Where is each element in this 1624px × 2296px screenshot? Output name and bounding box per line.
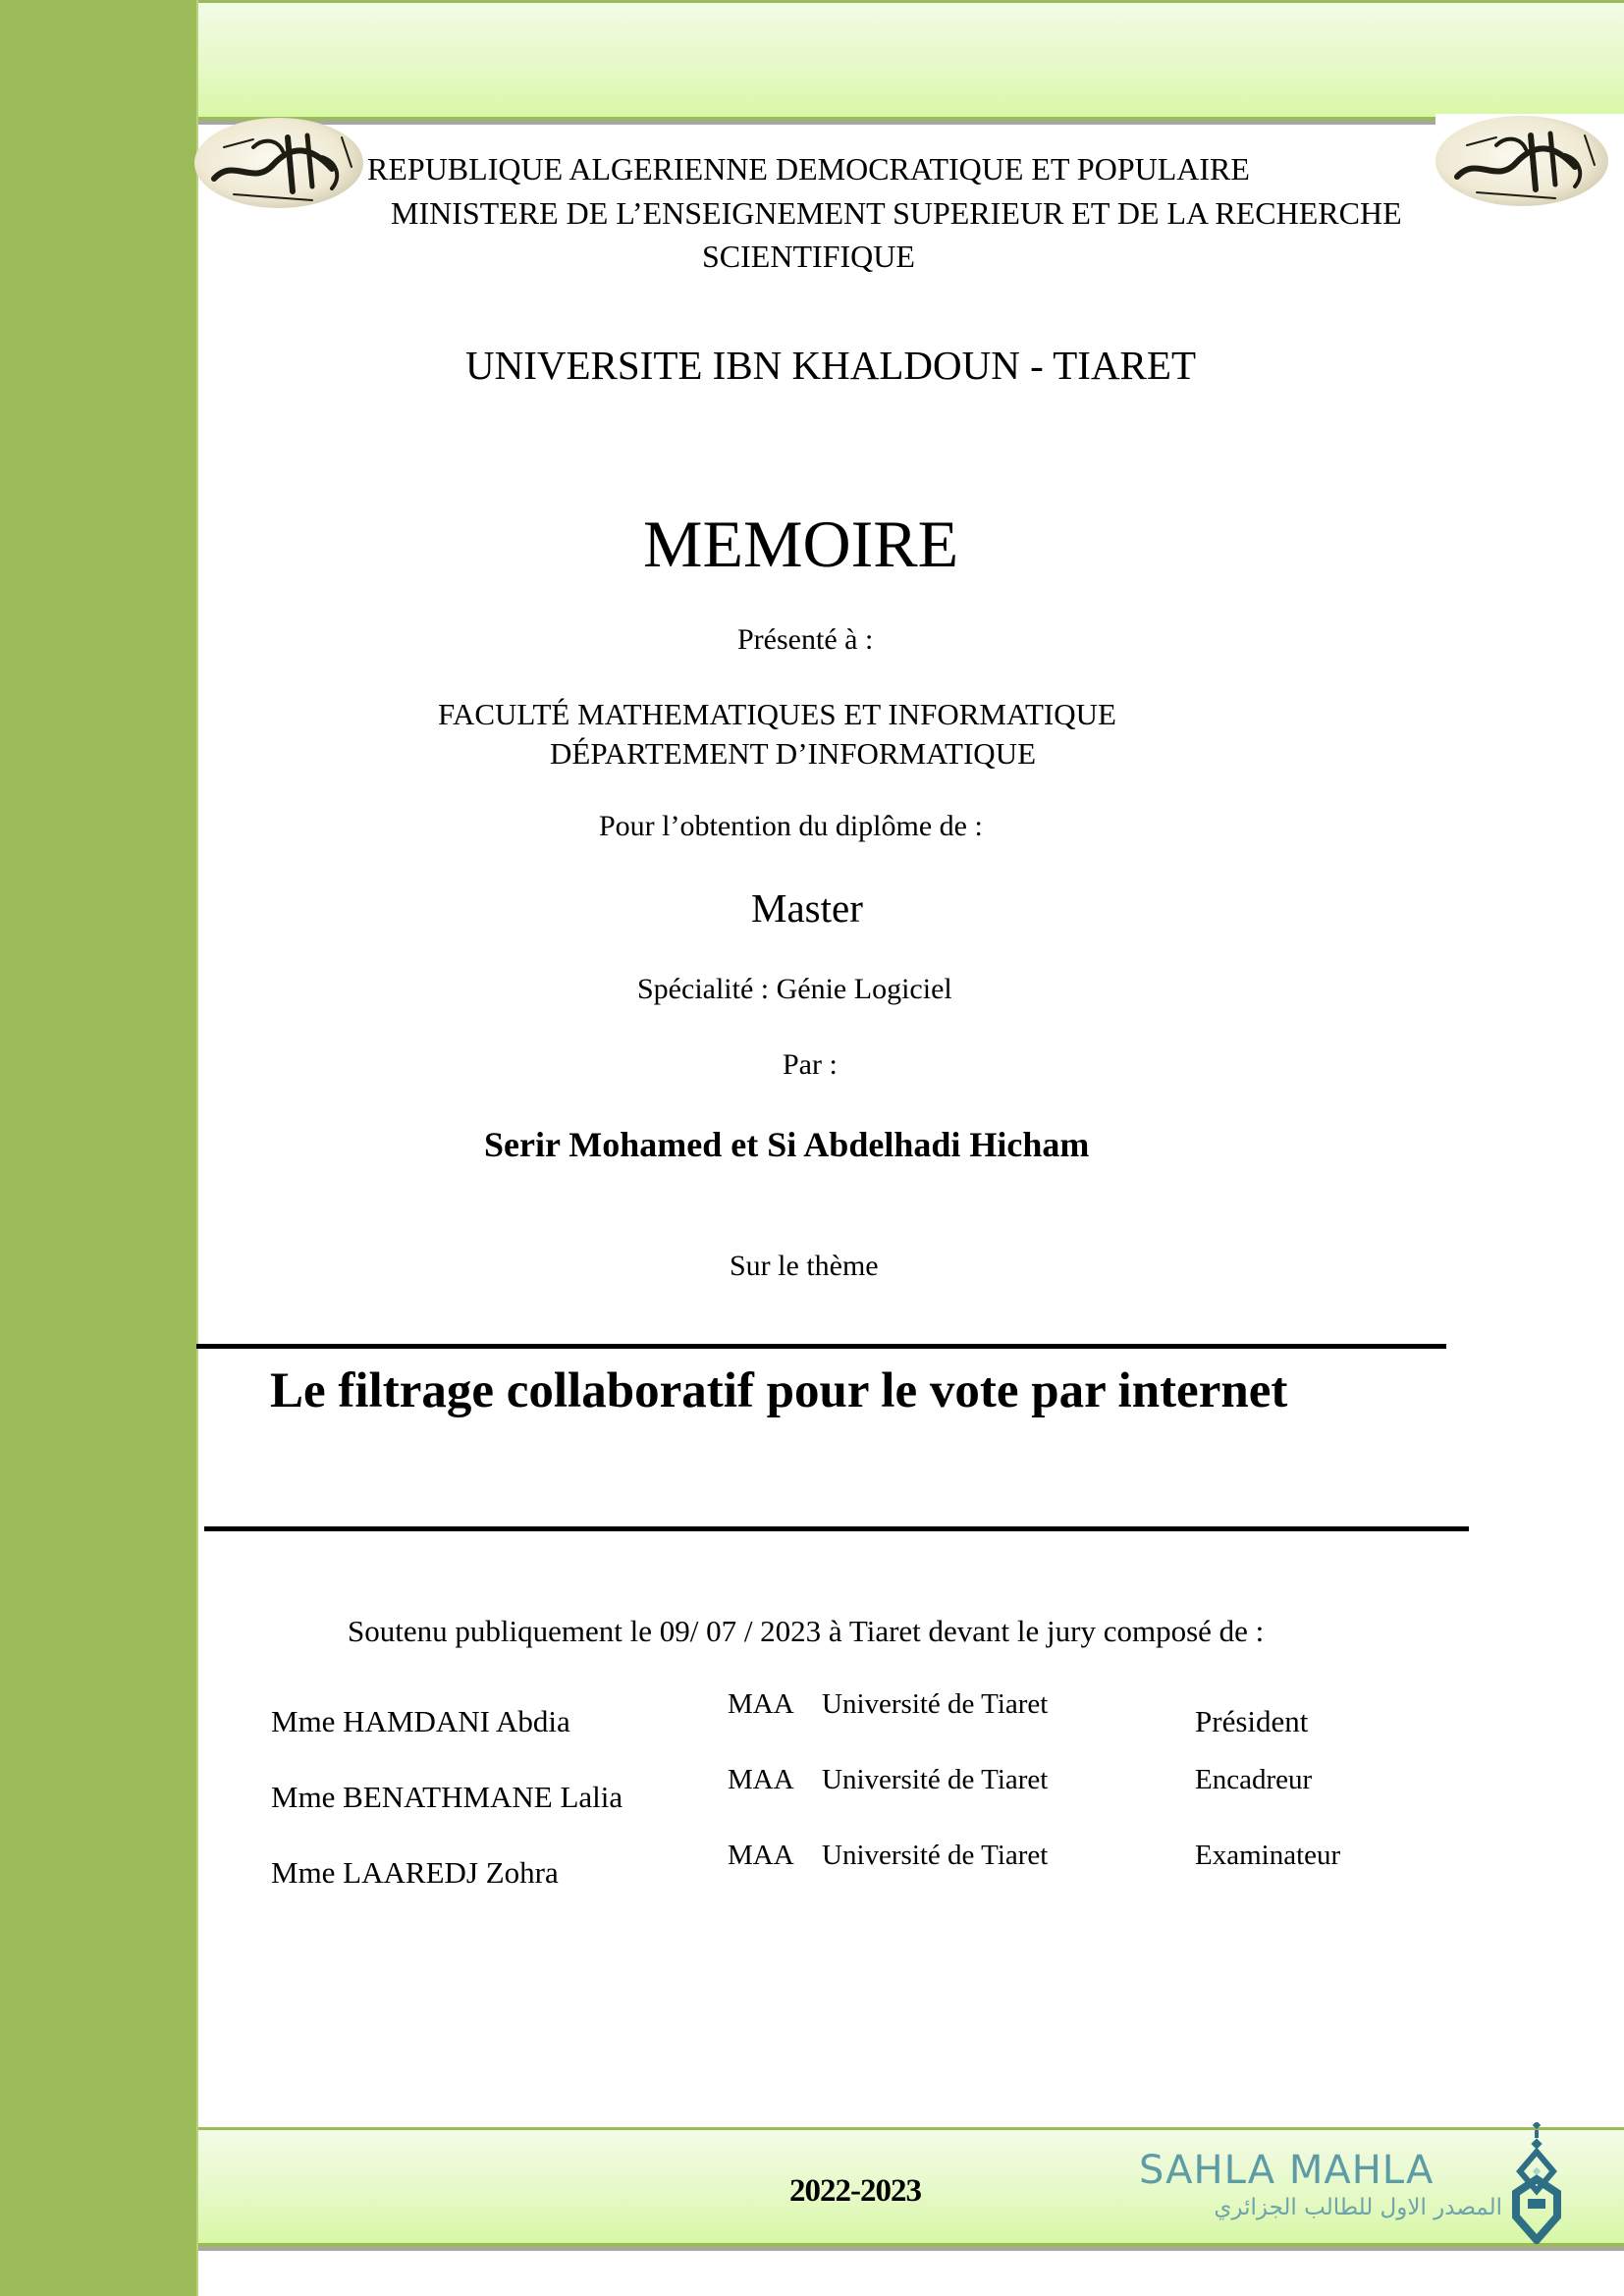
ministry-heading: MINISTERE DE L’ENSEIGNEMENT SUPERIEUR ET DE LA RECHERCHE	[391, 195, 1402, 231]
seal-calligraphy	[1435, 116, 1608, 206]
university-seal-icon	[1435, 116, 1608, 206]
jury-member-grade: MAA	[728, 1840, 794, 1871]
jury-member-grade: MAA	[728, 1688, 794, 1720]
jury-member-name: Mme LAAREDJ Zohra	[271, 1855, 559, 1890]
theme-intro: Sur le thème	[730, 1250, 879, 1282]
jury-member-role: Encadreur	[1195, 1764, 1313, 1795]
presented-to-label: Présenté à :	[737, 623, 874, 656]
academic-year: 2022-2023	[789, 2173, 921, 2209]
jury-member-institution: Université de Tiaret	[822, 1840, 1049, 1871]
sahla-mahla-logo-icon	[1510, 2122, 1563, 2244]
title-rule-top	[196, 1344, 1446, 1349]
sahla-mahla-watermark	[1139, 2144, 1551, 2232]
defense-statement: Soutenu publiquement le 09/ 07 / 2023 à Tiaret devant le jury composé de :	[348, 1614, 1265, 1648]
republic-heading: REPUBLIQUE ALGERIENNE DEMOCRATIQUE ET POPULAIRE	[367, 151, 1250, 187]
jury-member-role: Examinateur	[1195, 1840, 1341, 1871]
thesis-title: Le filtrage collaboratif pour le vote par internet	[270, 1363, 1288, 1418]
left-green-sidebar	[0, 0, 196, 2296]
university-seal-icon	[194, 118, 363, 208]
jury-member-institution: Université de Tiaret	[822, 1688, 1049, 1720]
faculty-name: FACULTÉ MATHEMATIQUES ET INFORMATIQUE	[438, 697, 1116, 731]
title-rule-bottom	[204, 1526, 1469, 1531]
jury-member-role: Président	[1195, 1704, 1309, 1738]
authors: Serir Mohamed et Si Abdelhadi Hicham	[484, 1125, 1090, 1164]
speciality: Spécialité : Génie Logiciel	[637, 973, 952, 1005]
department-name: DÉPARTEMENT D’INFORMATIQUE	[550, 736, 1037, 771]
jury-member-institution: Université de Tiaret	[822, 1764, 1049, 1795]
jury-member-name: Mme BENATHMANE Lalia	[271, 1780, 623, 1814]
document-type: MEMOIRE	[643, 507, 959, 581]
university-name: UNIVERSITE IBN KHALDOUN - TIARET	[465, 343, 1196, 388]
by-label: Par :	[783, 1048, 838, 1081]
degree-name: Master	[751, 885, 863, 931]
sidebar-edge	[196, 0, 198, 2296]
seal-calligraphy	[194, 118, 363, 208]
ministry-heading-cont: SCIENTIFIQUE	[702, 239, 915, 274]
header-band	[198, 0, 1624, 121]
jury-member-name: Mme HAMDANI Abdia	[271, 1704, 570, 1738]
brand-tagline: المصدر الاول للطالب الجزائري	[1214, 2195, 1502, 2220]
brand-name: SAHLA MAHLA	[1139, 2148, 1435, 2193]
jury-member-grade: MAA	[728, 1764, 794, 1795]
degree-intro: Pour l’obtention du diplôme de :	[599, 810, 983, 842]
